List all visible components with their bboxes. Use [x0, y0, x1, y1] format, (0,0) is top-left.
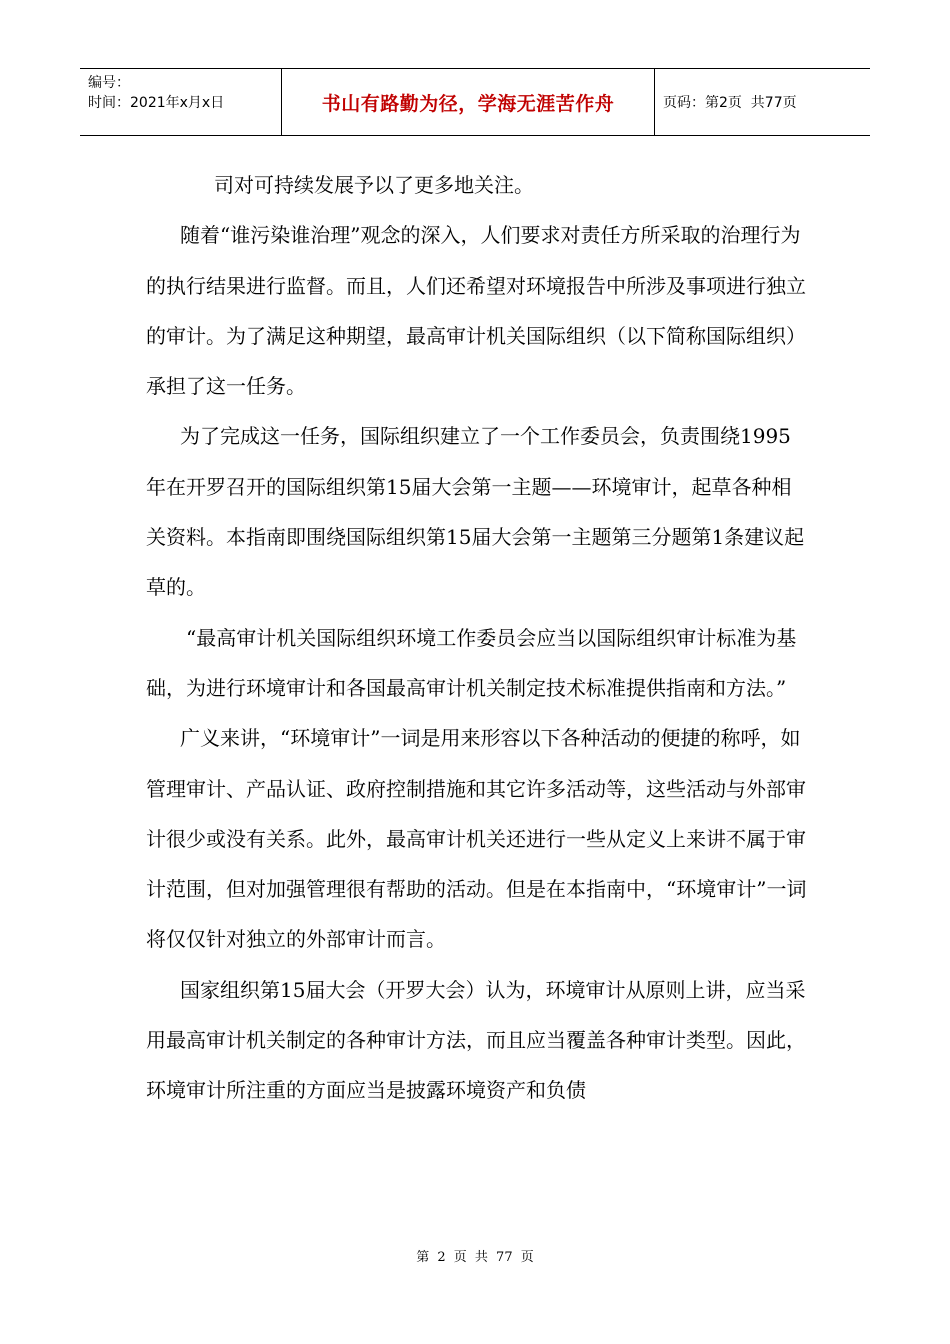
page-footer: 第 2 页 共 77 页 — [416, 1250, 534, 1265]
header-motto: 书山有路勤为径，学海无涯苦作舟 — [282, 69, 655, 135]
paragraph-text: 国家组织第15届大会（开罗大会）认为，环境审计从原则上讲，应当采用最高审计机关制定的各种审计方法，而且应当覆盖各种审计类型。因此，环境审计所注重的方面应当是披露环境资产和负债 — [146, 977, 806, 1103]
paragraph-5 — [146, 713, 810, 964]
page-label: 页码：第2页 共77页 — [663, 95, 797, 111]
paragraph-4 — [146, 613, 810, 714]
header-meta-cell — [80, 69, 282, 135]
paragraph-3 — [146, 411, 810, 612]
number-label: 编号： — [88, 75, 130, 91]
header-page-cell — [655, 69, 870, 135]
paragraph-1 — [146, 160, 810, 210]
paragraph-text: 广义来讲，“环境审计”一词是用来形容以下各种活动的便捷的称呼，如管理审计、产品认证、政府控制措施和其它许多活动等，这些活动与外部审计很少或没有关系。此外，最高审计机关还进行一些从定义上来讲不属于审计范围，但对加强管理很有帮助的活动。但是在本指南中，“环境审计”一词将仅仅针对独立的外部审计而言。 — [146, 726, 807, 952]
paragraph-2 — [146, 210, 810, 411]
paragraph-text: 司对可持续发展予以了更多地关注。 — [214, 173, 534, 197]
paragraph-text: “最高审计机关国际组织环境工作委员会应当以国际组织审计标准为基础，为进行环境审计和各国最高审计机关制定技术标准提供指南和方法。” — [146, 625, 797, 700]
paragraph-text: 为了完成这一任务，国际组织建立了一个工作委员会，负责围绕1995年在开罗召开的国际组织第15届大会第一主题——环境审计，起草各种相关资料。本指南即围绕国际组织第15届大会第一主题第三分题第1条建议起草的。 — [146, 424, 805, 600]
paragraph-6 — [146, 965, 810, 1116]
document-body — [146, 160, 810, 1116]
paragraph-text: 随着“谁污染谁治理”观念的深入，人们要求对责任方所采取的治理行为的执行结果进行监督。而且，人们还希望对环境报告中所涉及事项进行独立的审计。为了满足这种期望，最高审计机关国际组织（以下简称国际组织）承担了这一任务。 — [146, 223, 806, 399]
time-label: 时间：2021年x月x日 — [88, 95, 225, 111]
page-header — [80, 68, 870, 136]
